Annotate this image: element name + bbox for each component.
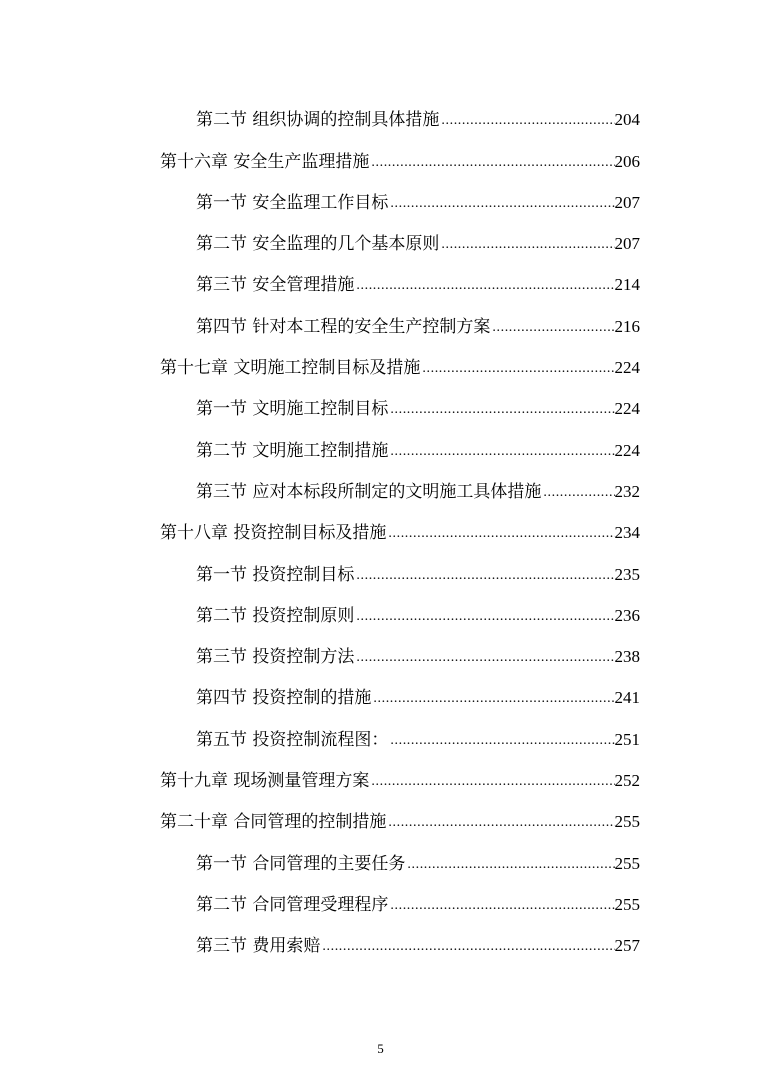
dot-leader — [354, 608, 614, 626]
dot-leader — [386, 525, 614, 543]
toc-chapter-entry[interactable] — [0, 130, 761, 171]
toc-entry-title: 第二十章 合同管理的控制措施 — [160, 812, 387, 833]
toc-section-entry[interactable] — [0, 295, 761, 336]
toc-entry-page-number: 241 — [614, 688, 640, 708]
toc-entry-page-number: 235 — [614, 564, 640, 584]
toc-section-entry[interactable] — [0, 667, 761, 708]
dot-leader — [388, 897, 614, 915]
table-of-contents — [0, 89, 761, 956]
toc-entry-title: 第二节 投资控制原则 — [196, 605, 355, 626]
dot-leader — [388, 195, 614, 213]
toc-entry-page-number: 224 — [614, 440, 640, 460]
dot-leader — [388, 732, 614, 750]
toc-section-entry[interactable] — [0, 874, 761, 915]
toc-entry-title: 第二节 文明施工控制措施 — [196, 440, 389, 461]
dot-leader — [388, 401, 614, 419]
toc-entry-title: 第三节 投资控制方法 — [196, 647, 355, 668]
toc-entry-page-number: 251 — [614, 729, 640, 749]
toc-entry-page-number: 224 — [614, 358, 640, 378]
toc-entry-title: 第二节 合同管理受理程序 — [196, 894, 389, 915]
toc-chapter-entry[interactable] — [0, 502, 761, 543]
toc-section-entry[interactable] — [0, 89, 761, 130]
toc-entry-page-number: 238 — [614, 647, 640, 667]
dot-leader — [371, 690, 614, 708]
toc-entry-page-number: 216 — [614, 316, 640, 336]
dot-leader — [386, 814, 614, 832]
toc-entry-title: 第四节 投资控制的措施 — [196, 688, 372, 709]
toc-entry-page-number: 224 — [614, 399, 640, 419]
toc-entry-page-number: 204 — [614, 110, 640, 130]
toc-entry-page-number: 252 — [614, 771, 640, 791]
toc-section-entry[interactable] — [0, 543, 761, 584]
dot-leader — [388, 443, 614, 461]
toc-entry-title: 第十九章 现场测量管理方案 — [160, 771, 370, 792]
toc-entry-title: 第一节 合同管理的主要任务 — [196, 853, 406, 874]
toc-entry-page-number: 255 — [614, 853, 640, 873]
dot-leader — [439, 112, 614, 130]
dot-leader — [369, 154, 614, 172]
toc-entry-page-number: 236 — [614, 605, 640, 625]
dot-leader — [354, 649, 614, 667]
dot-leader — [490, 319, 614, 337]
dot-leader — [354, 277, 614, 295]
toc-section-entry[interactable] — [0, 419, 761, 460]
toc-chapter-entry[interactable] — [0, 750, 761, 791]
toc-chapter-entry[interactable] — [0, 337, 761, 378]
toc-entry-page-number: 206 — [614, 151, 640, 171]
toc-entry-title: 第四节 针对本工程的安全生产控制方案 — [196, 316, 491, 337]
dot-leader — [320, 938, 614, 956]
dot-leader — [369, 773, 614, 791]
toc-entry-title: 第三节 费用索赔 — [196, 936, 321, 957]
toc-entry-title: 第十六章 安全生产监理措施 — [160, 151, 370, 172]
toc-entry-title: 第三节 安全管理措施 — [196, 275, 355, 296]
toc-section-entry[interactable] — [0, 254, 761, 295]
toc-entry-page-number: 232 — [614, 481, 640, 501]
toc-entry-title: 第十八章 投资控制目标及措施 — [160, 523, 387, 544]
toc-chapter-entry[interactable] — [0, 791, 761, 832]
dot-leader — [541, 484, 614, 502]
toc-entry-page-number: 257 — [614, 936, 640, 956]
toc-entry-title: 第二节 安全监理的几个基本原则 — [196, 234, 440, 255]
dot-leader — [405, 856, 614, 874]
toc-section-entry[interactable] — [0, 832, 761, 873]
toc-section-entry[interactable] — [0, 172, 761, 213]
toc-entry-title: 第十七章 文明施工控制目标及措施 — [160, 358, 421, 379]
toc-entry-title: 第一节 安全监理工作目标 — [196, 192, 389, 213]
toc-section-entry[interactable] — [0, 708, 761, 749]
toc-entry-title: 第二节 组织协调的控制具体措施 — [196, 110, 440, 131]
toc-entry-page-number: 214 — [614, 275, 640, 295]
dot-leader — [439, 236, 614, 254]
toc-section-entry[interactable] — [0, 626, 761, 667]
toc-entry-page-number: 255 — [614, 812, 640, 832]
dot-leader — [420, 360, 614, 378]
toc-entry-title: 第五节 投资控制流程图： — [196, 729, 389, 750]
toc-section-entry[interactable] — [0, 585, 761, 626]
toc-entry-page-number: 255 — [614, 894, 640, 914]
toc-entry-title: 第三节 应对本标段所制定的文明施工具体措施 — [196, 481, 542, 502]
toc-section-entry[interactable] — [0, 461, 761, 502]
dot-leader — [354, 567, 614, 585]
toc-section-entry[interactable] — [0, 213, 761, 254]
toc-entry-page-number: 207 — [614, 192, 640, 212]
toc-entry-title: 第一节 文明施工控制目标 — [196, 399, 389, 420]
page-number-footer: 5 — [377, 1041, 384, 1056]
toc-entry-page-number: 234 — [614, 523, 640, 543]
toc-section-entry[interactable] — [0, 915, 761, 956]
toc-entry-page-number: 207 — [614, 234, 640, 254]
toc-section-entry[interactable] — [0, 378, 761, 419]
toc-entry-title: 第一节 投资控制目标 — [196, 564, 355, 585]
